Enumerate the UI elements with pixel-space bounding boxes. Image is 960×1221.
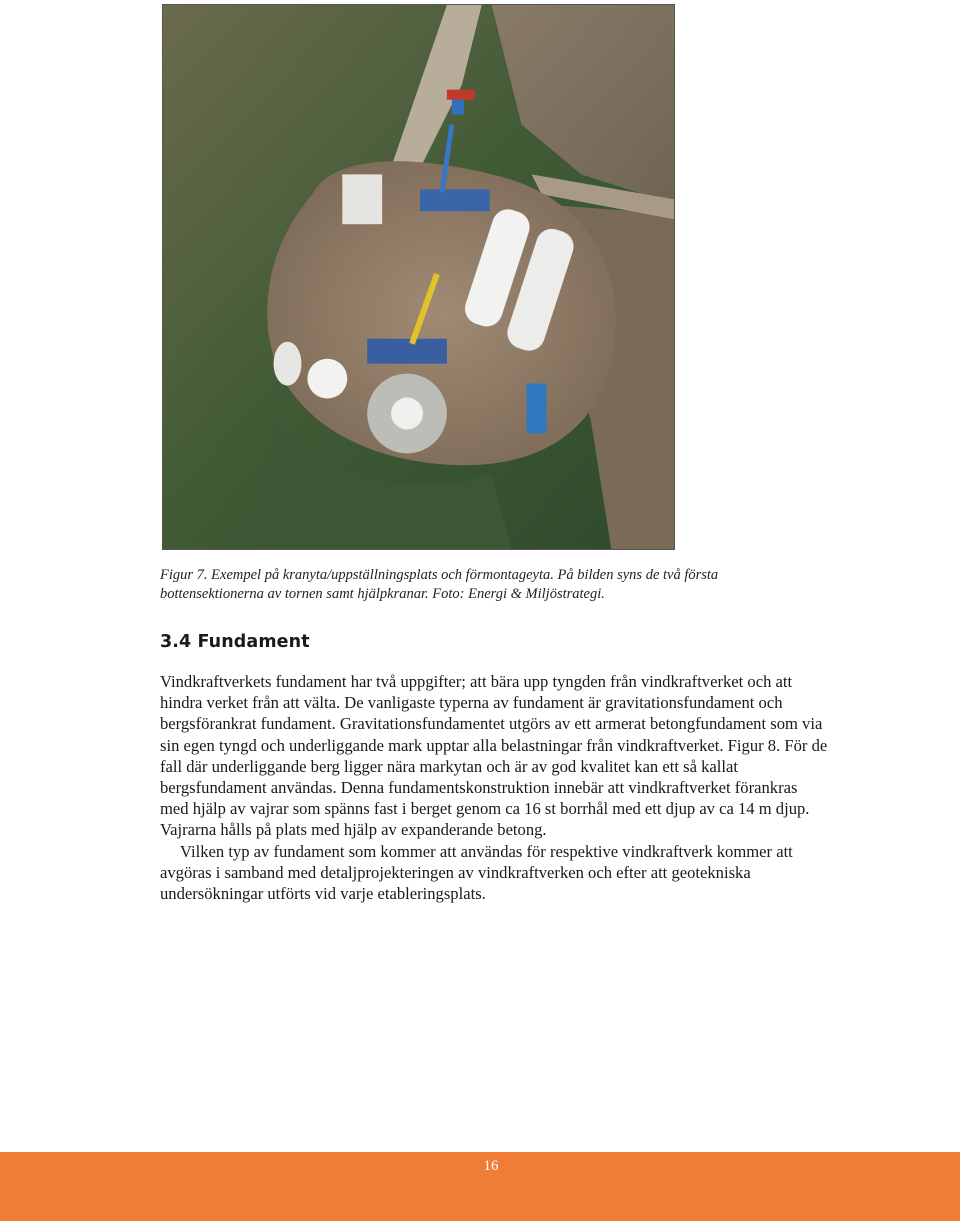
page-number: 16: [483, 1158, 499, 1174]
figure-caption-line1: Figur 7. Exempel på kranyta/uppställningsplats och förmontageyta. På bilden syns de två första: [160, 567, 719, 583]
section-body: [160, 671, 828, 904]
aerial-photo-illustration: [163, 5, 674, 549]
figure-caption: [160, 566, 800, 604]
paragraph-foundation-choice: Vilken typ av fundament som kommer att användas för respektive vindkraftverk kommer att avgöras i samband med detaljprojekteringen av vindkraftverken och efter att geotekniska undersökningar utförts vid varje etableringsplats.: [160, 841, 793, 904]
paragraph-foundation-purpose: Vindkraftverkets fundament har två uppgifter; att bära upp tyngden från vindkraftverket och att hindra verket från att välta. De vanligaste typerna av fundament är gravitationsfundament och bergsförankrat fundament. Gravitationsfundamentet utgörs av ett armerat betongfundament som via sin egen tyngd och underliggande mark upptar alla belastningar från vindkraftverket. Figur 8. För de fall där underliggande berg ligger nära markytan och är av god kvalitet kan ett så kallat bergsfundament användas. Denna fundamentskonstruktion innebär att vindkraftverket förankras med hjälp av vajrar som spänns fast i berget genom ca 16 st borrhål med ett djup av ca 14 m djup. Vajrarna hålls på plats med hjälp av expanderande betong.: [160, 672, 828, 840]
figure-caption-line2: bottensektionerna av tornen samt hjälpkranar. Foto: Energi & Miljöstrategi.: [160, 586, 605, 602]
section-heading: 3.4 Fundament: [160, 632, 310, 652]
aerial-site-photo: [162, 4, 675, 550]
